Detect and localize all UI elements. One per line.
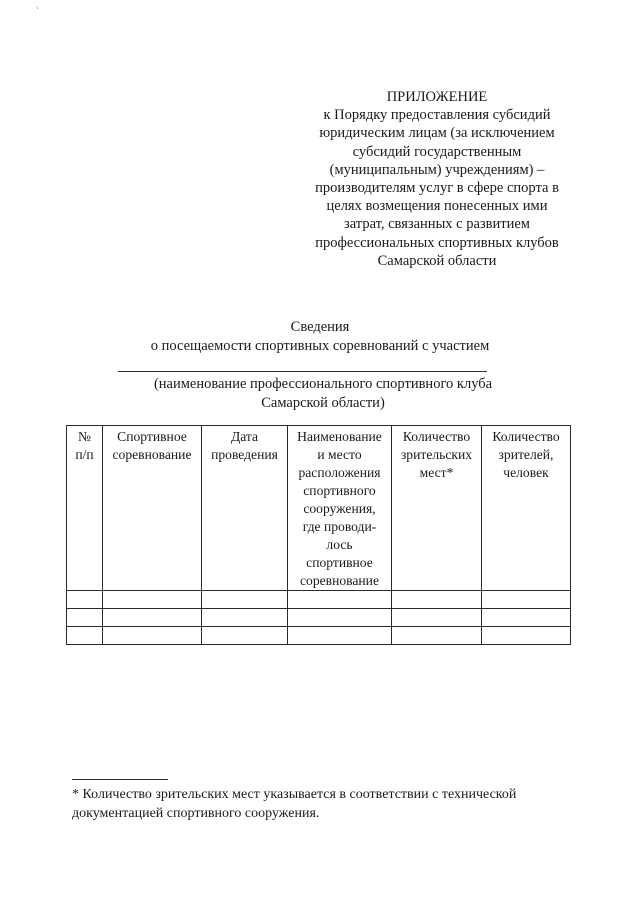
header-text: соревнование <box>112 447 192 462</box>
header-text: и место <box>317 447 362 462</box>
club-caption-line: (наименование профессионального спортивного клуба <box>153 376 493 392</box>
header-text: зрительских <box>400 447 473 462</box>
table-cell <box>202 627 288 645</box>
table-cell <box>103 627 202 645</box>
table-cell <box>392 627 482 645</box>
header-text: Количество <box>492 429 560 444</box>
scan-mark: ` <box>36 6 39 16</box>
table-row <box>67 627 571 645</box>
column-header-spectators <box>482 426 571 591</box>
header-text: где проводи- <box>302 519 377 534</box>
table-cell <box>482 609 571 627</box>
appendix-line: затрат, связанных с развитием <box>344 216 530 233</box>
table-row <box>67 591 571 609</box>
table-cell <box>103 609 202 627</box>
attendance-table <box>66 425 571 645</box>
footnote-line: * Количество зрительских мест указывается в соответствии с технической <box>72 787 517 802</box>
table-cell <box>67 609 103 627</box>
table-cell <box>67 591 103 609</box>
column-header-venue <box>288 426 392 591</box>
column-header-seats <box>392 426 482 591</box>
club-caption-line: Самарской области) <box>261 394 385 411</box>
heading-title: Сведения <box>290 319 350 335</box>
footnote <box>72 785 572 823</box>
header-text: Дата <box>230 429 259 444</box>
header-text: Спортивное <box>117 429 187 444</box>
table-cell <box>288 609 392 627</box>
table-cell <box>392 591 482 609</box>
appendix-block <box>282 88 592 270</box>
column-header-number <box>67 426 103 591</box>
table-cell <box>202 591 288 609</box>
header-text: расположения <box>298 465 381 480</box>
club-name-blank-line <box>118 371 487 372</box>
table-cell <box>288 591 392 609</box>
table-cell <box>67 627 103 645</box>
table-header-row <box>67 426 571 591</box>
document-heading <box>100 318 540 355</box>
table-cell <box>103 591 202 609</box>
column-header-date <box>202 426 288 591</box>
header-text: спортивного <box>303 483 376 498</box>
header-text: п/п <box>75 447 94 462</box>
table-row <box>67 609 571 627</box>
header-text: соревнование <box>299 573 379 588</box>
appendix-line: субсидий государственным <box>352 143 522 160</box>
header-text: спортивное <box>306 555 373 570</box>
appendix-line: целях возмещения понесенных ими <box>326 198 548 215</box>
appendix-title: ПРИЛОЖЕНИЕ <box>386 89 488 105</box>
table-cell <box>482 591 571 609</box>
table-cell <box>202 609 288 627</box>
appendix-line: Самарской области <box>377 252 497 269</box>
footnote-line: документацией спортивного сооружения. <box>72 806 320 821</box>
footnote-separator <box>72 779 168 780</box>
table-cell <box>482 627 571 645</box>
header-text: зрителей, <box>498 447 554 462</box>
column-header-competition <box>103 426 202 591</box>
club-name-caption <box>118 375 528 412</box>
appendix-line: профессиональных спортивных клубов <box>315 234 559 251</box>
appendix-line: к Порядку предоставления субсидий <box>323 107 551 124</box>
header-text: № <box>78 429 91 444</box>
header-text: мест* <box>419 465 454 480</box>
table-cell <box>288 627 392 645</box>
header-text: сооружения, <box>303 501 376 516</box>
header-text: проведения <box>211 447 278 462</box>
header-text: Количество <box>402 429 471 444</box>
appendix-line: (муниципальным) учреждениям) – <box>329 161 545 178</box>
appendix-line: юридическим лицам (за исключением <box>319 125 555 142</box>
header-text: человек <box>503 465 549 480</box>
heading-subtitle: о посещаемости спортивных соревнований с участием <box>150 337 490 354</box>
table-cell <box>392 609 482 627</box>
appendix-line: производителям услуг в сфере спорта в <box>315 180 559 197</box>
header-text: Наименование <box>297 429 382 444</box>
header-text: лось <box>326 537 353 552</box>
